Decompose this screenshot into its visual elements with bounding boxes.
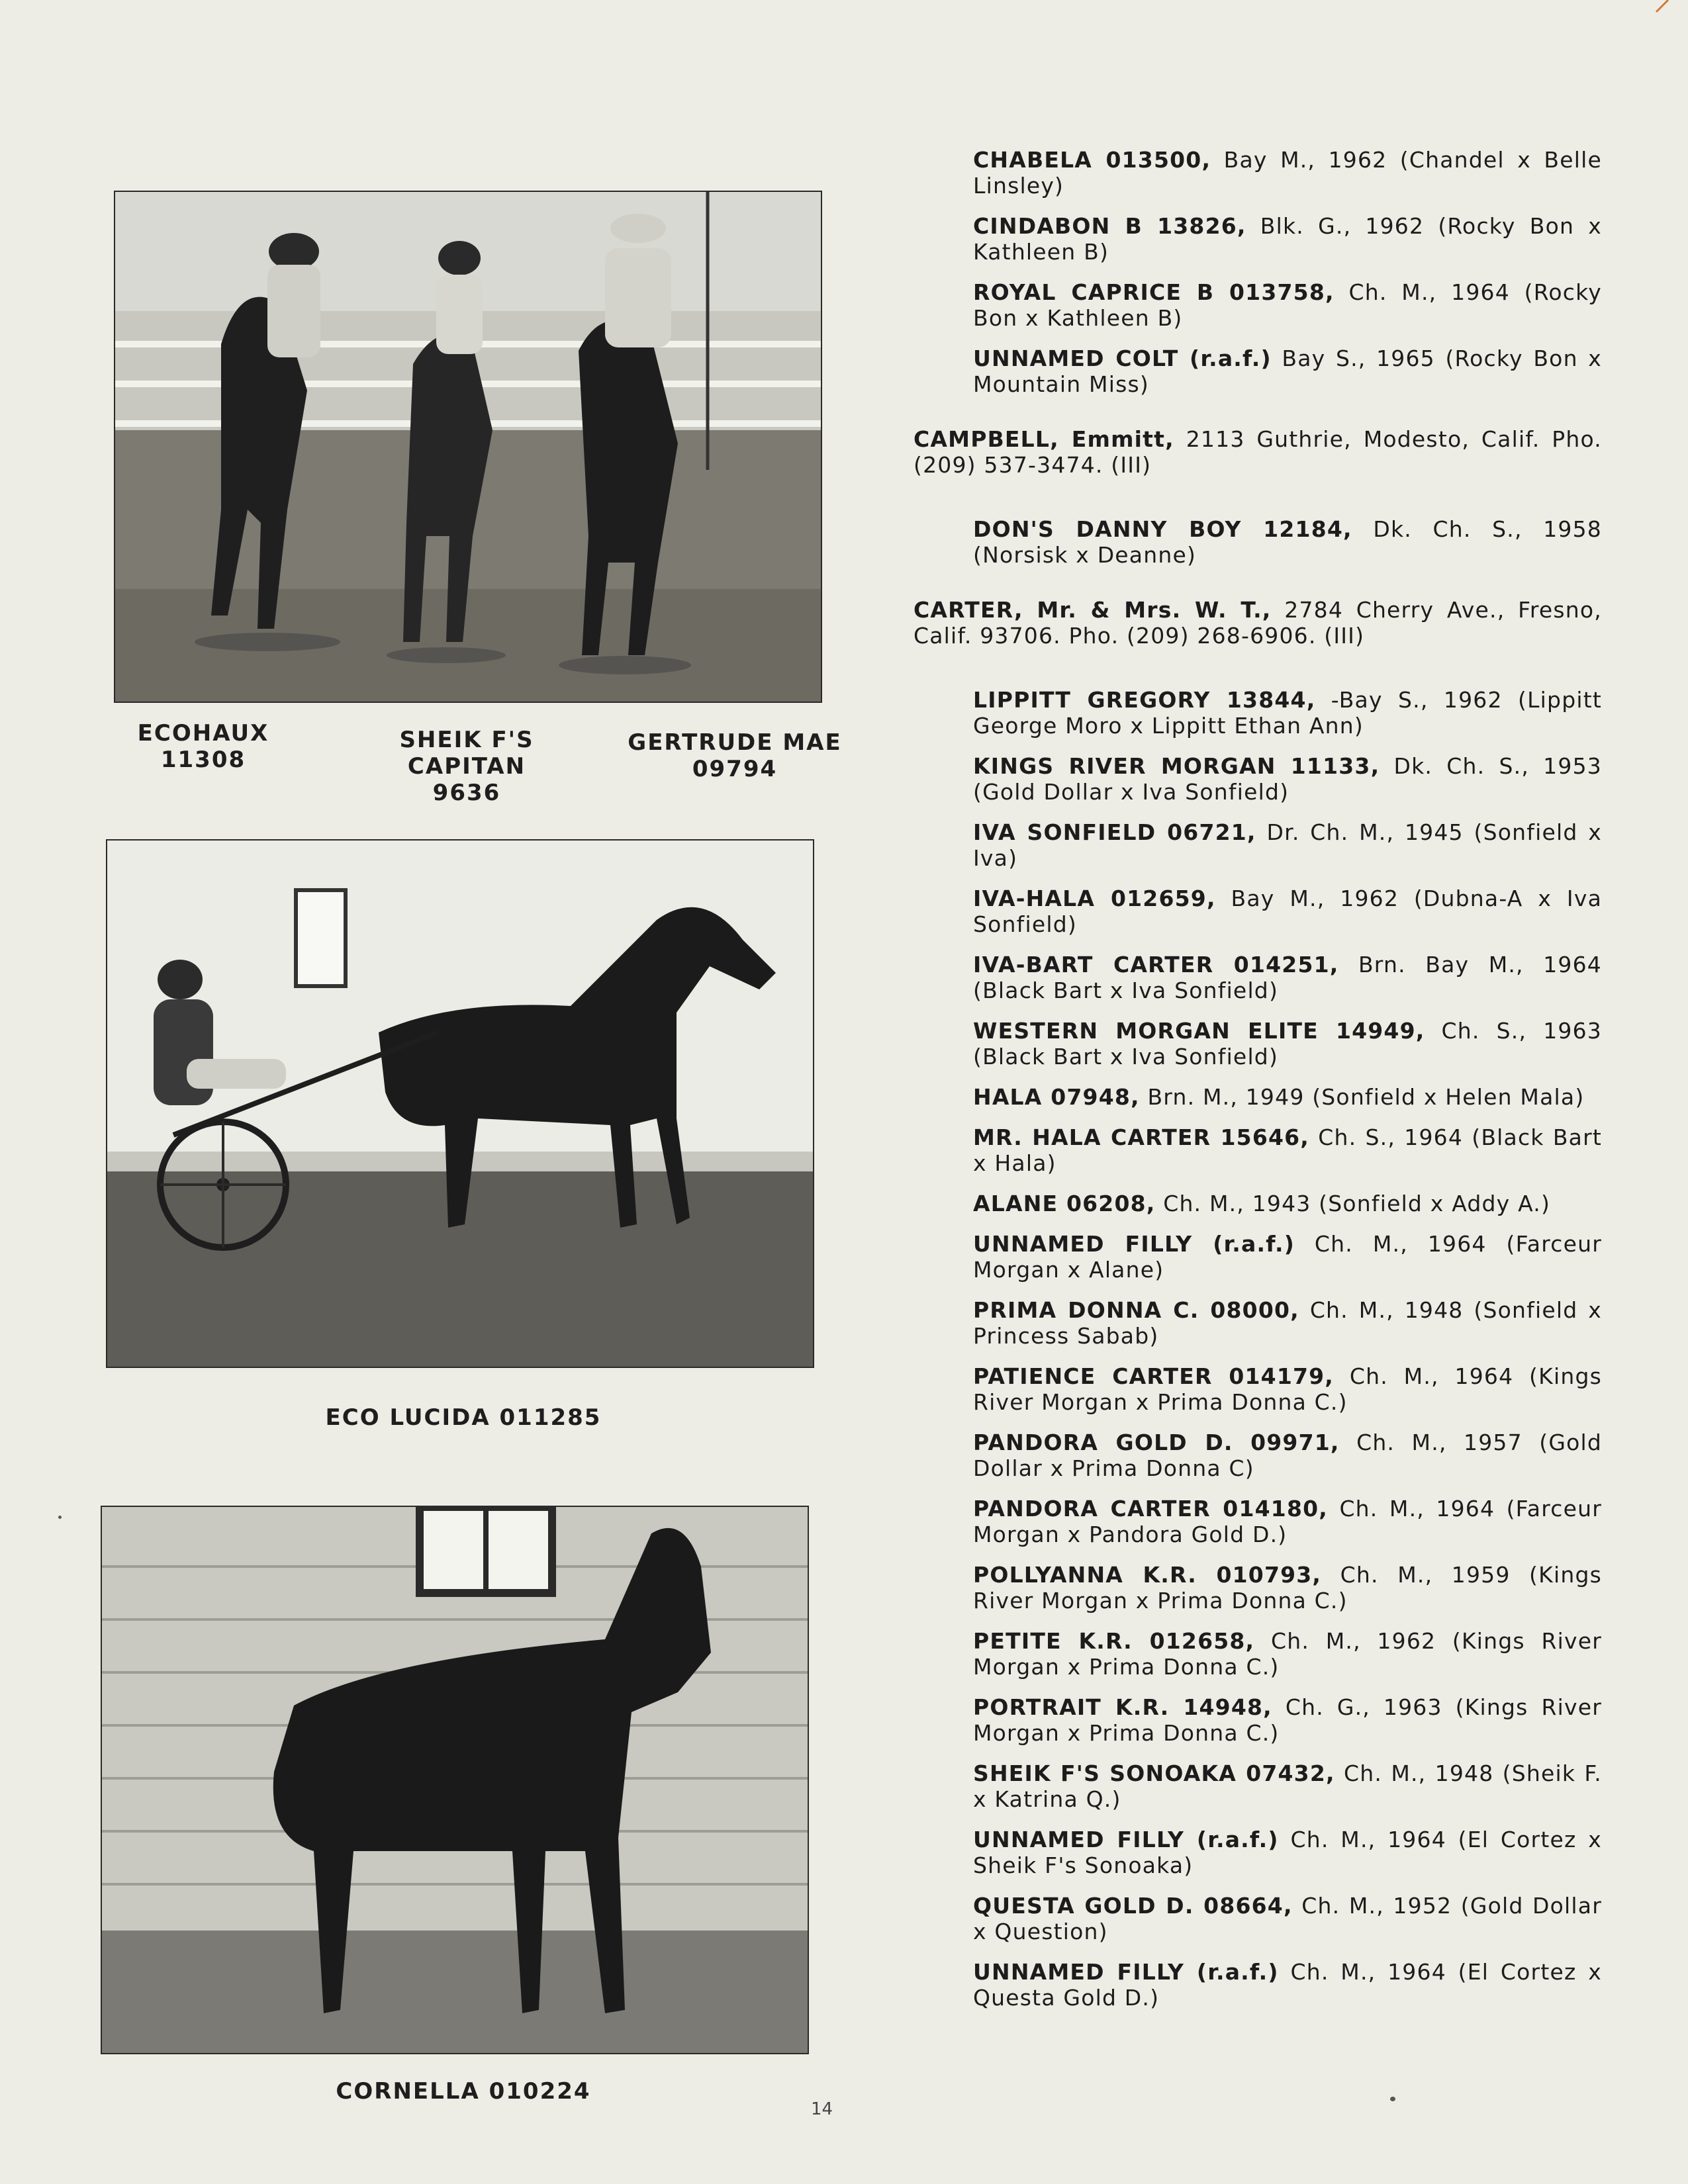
entry-details: Brn. Bay M., 1964 (Black Bart x Iva Sonfield) <box>973 952 1602 1003</box>
entry-details: Ch. M., 1948 (Sonfield x Princess Sabab) <box>973 1297 1602 1349</box>
horse-name: IVA-HALA 012659, <box>973 886 1216 911</box>
horse-name: PORTRAIT K.R. 14948, <box>973 1694 1272 1720</box>
horse-entry <box>914 952 1602 1003</box>
caption-name: CORNELLA 010224 <box>336 2078 591 2105</box>
entry-details: Ch. M., 1964 (El Cortez x Sheik F's Sonoaka) <box>973 1827 1602 1878</box>
photo-horse-by-building <box>101 1506 809 2054</box>
owner-name: CARTER, Mr. & Mrs. W. T., <box>914 597 1272 623</box>
horse-name: QUESTA GOLD D. 08664, <box>973 1893 1293 1919</box>
horse-by-building-image <box>102 1507 808 2053</box>
horse-name: DON'S DANNY BOY 12184, <box>973 516 1352 542</box>
horse-name: PETITE K.R. 012658, <box>973 1628 1255 1654</box>
horse-name: UNNAMED COLT (r.a.f.) <box>973 345 1272 371</box>
entry-details: Dk. Ch. S., 1953 (Gold Dollar x Iva Sonfield) <box>973 753 1602 805</box>
horse-name: PANDORA GOLD D. 09971, <box>973 1430 1340 1455</box>
horse-name: WESTERN MORGAN ELITE 14949, <box>973 1018 1425 1044</box>
caption-number: 09794 <box>692 756 778 782</box>
horse-entry <box>914 1827 1602 1878</box>
entry-details: Ch. M., 1964 (Kings River Morgan x Prima Donna C.) <box>973 1363 1602 1415</box>
entry-details: Brn. M., 1949 (Sonfield x Helen Mala) <box>1147 1084 1585 1110</box>
caption-number: 11308 <box>160 747 246 773</box>
paper-speck <box>58 1516 62 1519</box>
horse-name: CHABELA 013500, <box>973 147 1211 173</box>
horse-entry <box>914 147 1602 199</box>
horse-entry <box>914 753 1602 805</box>
horse-entry <box>914 1297 1602 1349</box>
horse-name: CINDABON B 13826, <box>973 213 1246 239</box>
horse-entry <box>914 687 1602 739</box>
owner-entry <box>914 426 1602 478</box>
horse-name: UNNAMED FILLY (r.a.f.) <box>973 1231 1295 1257</box>
three-riders-image <box>115 192 821 702</box>
horse-name: UNNAMED FILLY (r.a.f.) <box>973 1959 1279 1985</box>
entry-details: Ch. S., 1963 (Black Bart x Iva Sonfield) <box>973 1018 1602 1069</box>
horse-entry <box>914 1231 1602 1283</box>
entry-details: 2113 Guthrie, Modesto, Calif. Pho. (209) 537-3474. (III) <box>914 426 1602 478</box>
horse-name: PANDORA CARTER 014180, <box>973 1496 1329 1522</box>
caption-name: ECOHAUX <box>137 720 269 747</box>
entry-details: Bay M., 1962 (Chandel x Belle Linsley) <box>973 147 1602 199</box>
photo-horse-and-cart <box>106 839 814 1368</box>
entry-details: Ch. M., 1962 (Kings River Morgan x Prima Donna C.) <box>973 1628 1602 1680</box>
horse-entry <box>914 1363 1602 1415</box>
photo-three-riders <box>114 191 822 703</box>
entry-details: Ch. M., 1952 (Gold Dollar x Question) <box>973 1893 1602 1944</box>
entry-details: Dk. Ch. S., 1958 (Norsisk x Deanne) <box>973 516 1602 568</box>
entry-details: Ch. M., 1957 (Gold Dollar x Prima Donna C) <box>973 1430 1602 1481</box>
entry-details: Ch. G., 1963 (Kings River Morgan x Prima Donna C.) <box>973 1694 1602 1746</box>
horse-name: PATIENCE CARTER 014179, <box>973 1363 1335 1389</box>
caption-ecohaux <box>114 720 293 773</box>
entry-details: Ch. M., 1964 (Farceur Morgan x Alane) <box>973 1231 1602 1283</box>
horse-entry <box>914 1959 1602 2011</box>
page-number: 14 <box>811 2099 833 2119</box>
horse-entry <box>914 1694 1602 1746</box>
horse-entry <box>914 1760 1602 1812</box>
horse-name: HALA 07948, <box>973 1084 1140 1110</box>
horse-name: ROYAL CAPRICE B 013758, <box>973 279 1335 305</box>
horse-entry <box>914 1496 1602 1547</box>
paper-speck <box>1390 2097 1395 2101</box>
horse-entry <box>914 886 1602 937</box>
horse-entry <box>914 819 1602 871</box>
horse-and-cart-image <box>107 841 813 1367</box>
entry-details: Ch. S., 1964 (Black Bart x Hala) <box>973 1124 1602 1176</box>
registry-listing <box>914 147 1602 2025</box>
horse-name: KINGS RIVER MORGAN 11133, <box>973 753 1380 779</box>
entry-details: 2784 Cherry Ave., Fresno, Calif. 93706. Pho. (209) 268-6906. (III) <box>914 597 1602 649</box>
entry-details: Bay M., 1962 (Dubna-A x Iva Sonfield) <box>973 886 1602 937</box>
horse-entry <box>914 1084 1602 1110</box>
horse-name: LIPPITT GREGORY 13844, <box>973 687 1316 713</box>
entry-details: Dr. Ch. M., 1945 (Sonfield x Iva) <box>973 819 1602 871</box>
horse-name: PRIMA DONNA C. 08000, <box>973 1297 1299 1323</box>
caption-gertrude-mae <box>626 729 844 782</box>
entry-details: Blk. G., 1962 (Rocky Bon x Kathleen B) <box>973 213 1602 265</box>
caption-eco-lucida <box>258 1404 669 1431</box>
entry-details: Bay S., 1965 (Rocky Bon x Mountain Miss) <box>973 345 1602 397</box>
corner-mark <box>1648 0 1688 13</box>
horse-entry <box>914 1430 1602 1481</box>
caption-cornella <box>278 2078 649 2105</box>
horse-entry <box>914 1191 1602 1216</box>
entry-details: Ch. M., 1943 (Sonfield x Addy A.) <box>1163 1191 1551 1216</box>
horse-entry <box>914 1124 1602 1176</box>
caption-number: 9636 <box>432 780 501 806</box>
entry-details: Ch. M., 1964 (Rocky Bon x Kathleen B) <box>973 279 1602 331</box>
horse-entry <box>914 345 1602 397</box>
horse-entry <box>914 1893 1602 1944</box>
entry-details: Ch. M., 1964 (El Cortez x Questa Gold D.) <box>973 1959 1602 2011</box>
horse-name: IVA SONFIELD 06721, <box>973 819 1256 845</box>
caption-sheik-fs-capitan <box>341 727 592 806</box>
caption-name: GERTRUDE MAE <box>628 729 842 756</box>
horse-name: MR. HALA CARTER 15646, <box>973 1124 1310 1150</box>
horse-entry <box>914 1562 1602 1614</box>
horse-entry <box>914 213 1602 265</box>
horse-name: IVA-BART CARTER 014251, <box>973 952 1339 978</box>
horse-name: ALANE 06208, <box>973 1191 1156 1216</box>
horse-name: POLLYANNA K.R. 010793, <box>973 1562 1322 1588</box>
horse-entry <box>914 1628 1602 1680</box>
entry-details: Ch. M., 1959 (Kings River Morgan x Prima Donna C.) <box>973 1562 1602 1614</box>
owner-name: CAMPBELL, Emmitt, <box>914 426 1174 452</box>
entry-details: Ch. M., 1964 (Farceur Morgan x Pandora Gold D.) <box>973 1496 1602 1547</box>
horse-name: UNNAMED FILLY (r.a.f.) <box>973 1827 1279 1852</box>
horse-entry <box>914 279 1602 331</box>
horse-entry <box>914 516 1602 568</box>
caption-name: SHEIK F'S CAPITAN <box>399 727 534 780</box>
entry-details: Ch. M., 1948 (Sheik F. x Katrina Q.) <box>973 1760 1602 1812</box>
horse-entry <box>914 1018 1602 1069</box>
caption-name: ECO LUCIDA 011285 <box>325 1404 602 1431</box>
owner-entry <box>914 597 1602 649</box>
horse-name: SHEIK F'S SONOAKA 07432, <box>973 1760 1335 1786</box>
entry-details: -Bay S., 1962 (Lippitt George Moro x Lippitt Ethan Ann) <box>973 687 1602 739</box>
